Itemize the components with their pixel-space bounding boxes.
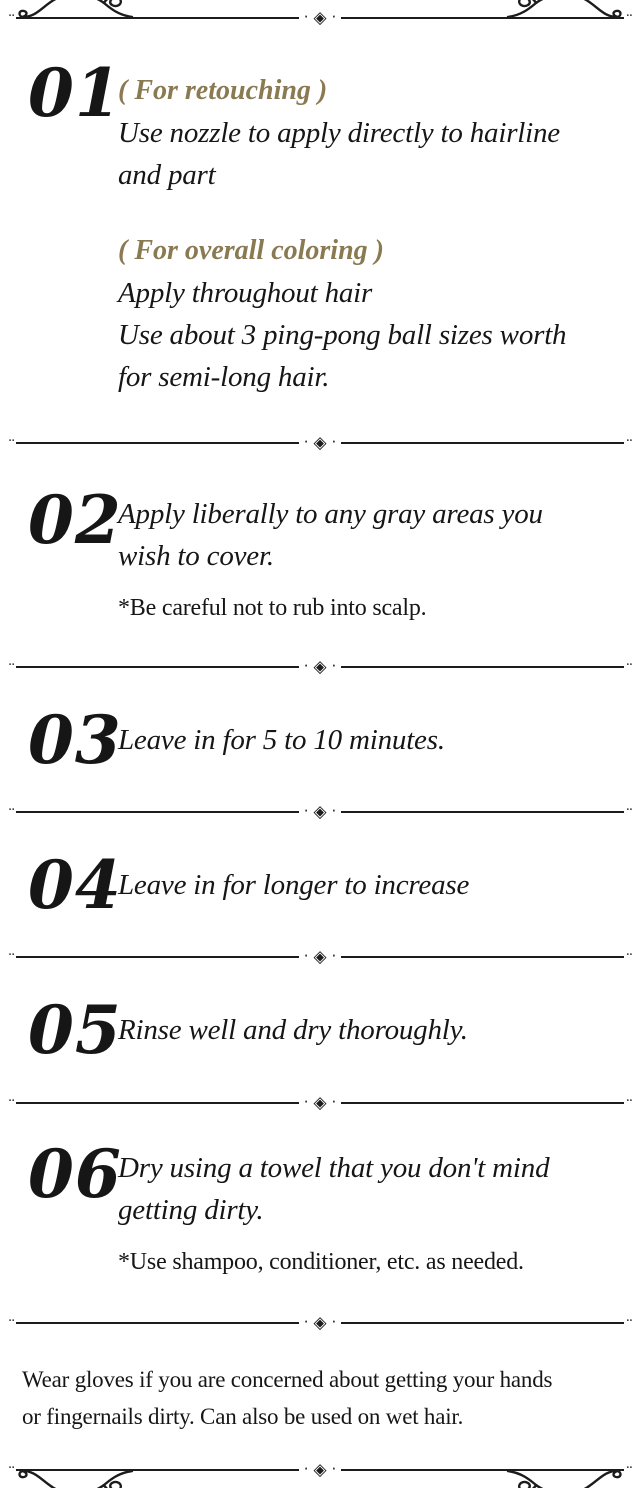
end-dots: ·· (625, 1460, 633, 1476)
mid-dot: · (303, 432, 309, 451)
step-text-line: Apply throughout hair (118, 277, 373, 309)
step-note: *Be careful not to rub into scalp. (118, 595, 427, 621)
diamond-icon: ◈ (313, 946, 327, 967)
step-note: *Use shampoo, conditioner, etc. as needed. (118, 1249, 524, 1275)
end-dots: ·· (625, 947, 633, 963)
mid-dot: · (331, 7, 337, 26)
rule-line (16, 1102, 298, 1104)
overall-coloring-block (118, 230, 622, 398)
step-text-line: Leave in for 5 to 10 minutes. (118, 724, 445, 756)
step-text-line: getting dirty. (118, 1194, 264, 1226)
mid-dot: · (303, 656, 309, 675)
end-dots: ·· (625, 433, 633, 449)
step-text-line: wish to cover. (118, 540, 274, 572)
step-05 (0, 991, 640, 1069)
mid-dot: · (331, 432, 337, 451)
diamond-icon: ◈ (313, 7, 327, 28)
step-text-block (118, 1141, 622, 1277)
flourish-icon (16, 1466, 136, 1488)
footer-text-line: or fingernails dirty. Can also be used on wet hair. (22, 1404, 464, 1429)
mid-dot: · (331, 801, 337, 820)
retouching-block (118, 70, 622, 196)
rule-line (341, 811, 623, 813)
end-dots: ·· (625, 657, 633, 673)
step-number: 06 (28, 1135, 122, 1213)
rule-line (341, 1322, 623, 1324)
mid-dot: · (303, 1092, 309, 1111)
mid-dot: · (331, 656, 337, 675)
step-04 (0, 846, 640, 924)
rule-line (341, 442, 623, 444)
step-text-line: for semi-long hair. (118, 361, 330, 393)
end-dots: ·· (8, 1093, 15, 1109)
flourish-icon (16, 0, 136, 22)
rule-line (341, 1102, 623, 1104)
end-dots: ·· (625, 802, 633, 818)
end-dots: ·· (8, 433, 15, 449)
mid-dot: · (331, 1312, 337, 1331)
end-dots: ·· (8, 657, 15, 673)
divider (0, 802, 640, 822)
step-number: 01 (28, 54, 122, 132)
end-dots: ·· (625, 1313, 633, 1329)
step-text-line: Leave in for longer to increase (118, 869, 470, 901)
mid-dot: · (303, 946, 309, 965)
end-dots: ·· (8, 1460, 15, 1476)
step-text-line: and part (118, 159, 216, 191)
divider (0, 947, 640, 967)
rule-line (341, 666, 623, 668)
ornate-border-bottom (0, 1452, 640, 1488)
end-dots: ·· (625, 8, 633, 24)
rule-line (16, 1322, 298, 1324)
step-number: 04 (28, 846, 122, 924)
diamond-icon: ◈ (313, 1312, 327, 1333)
end-dots: ·· (625, 1093, 633, 1109)
diamond-icon: ◈ (313, 1092, 327, 1113)
ornate-border-top (0, 0, 640, 36)
step-text-block (118, 852, 622, 918)
step-text-block (118, 707, 622, 773)
end-dots: ·· (8, 8, 15, 24)
step-number: 05 (28, 991, 122, 1069)
divider (0, 657, 640, 677)
step-heading: ( For overall coloring ) (118, 235, 384, 266)
step-heading: ( For retouching ) (118, 75, 328, 106)
step-01 (0, 54, 640, 398)
mid-dot: · (331, 1092, 337, 1111)
mid-dot: · (331, 946, 337, 965)
footer-note (0, 1361, 640, 1435)
step-text-block (118, 997, 622, 1063)
step-number: 03 (28, 701, 122, 779)
mid-dot: · (331, 1459, 337, 1478)
step-text-line: Rinse well and dry thoroughly. (118, 1014, 468, 1046)
mid-dot: · (303, 801, 309, 820)
mid-dot: · (303, 1312, 309, 1331)
mid-dot: · (303, 7, 309, 26)
mid-dot: · (303, 1459, 309, 1478)
diamond-icon: ◈ (313, 432, 327, 453)
flourish-icon (504, 0, 624, 22)
diamond-icon: ◈ (313, 656, 327, 677)
step-text-block (118, 60, 622, 398)
end-dots: ·· (8, 802, 15, 818)
footer-text-line: Wear gloves if you are concerned about getting your hands (22, 1367, 553, 1392)
end-dots: ·· (8, 1313, 15, 1329)
step-number: 02 (28, 481, 122, 559)
diamond-icon: ◈ (313, 1459, 327, 1480)
step-text-block (118, 487, 622, 623)
step-text-line: Dry using a towel that you don't mind (118, 1152, 550, 1184)
rule-line (16, 956, 298, 958)
diamond-icon: ◈ (313, 801, 327, 822)
rule-line (16, 666, 298, 668)
rule-line (341, 956, 623, 958)
divider (0, 433, 640, 453)
rule-line (16, 442, 298, 444)
step-text-line: Apply liberally to any gray areas you (118, 498, 543, 530)
divider (0, 1313, 640, 1333)
step-text-line: Use nozzle to apply directly to hairline (118, 117, 560, 149)
step-text-line: Use about 3 ping-pong ball sizes worth (118, 319, 567, 351)
flourish-icon (504, 1466, 624, 1488)
rule-line (16, 811, 298, 813)
divider (0, 1093, 640, 1113)
step-06 (0, 1135, 640, 1277)
end-dots: ·· (8, 947, 15, 963)
step-03 (0, 701, 640, 779)
step-02 (0, 481, 640, 623)
